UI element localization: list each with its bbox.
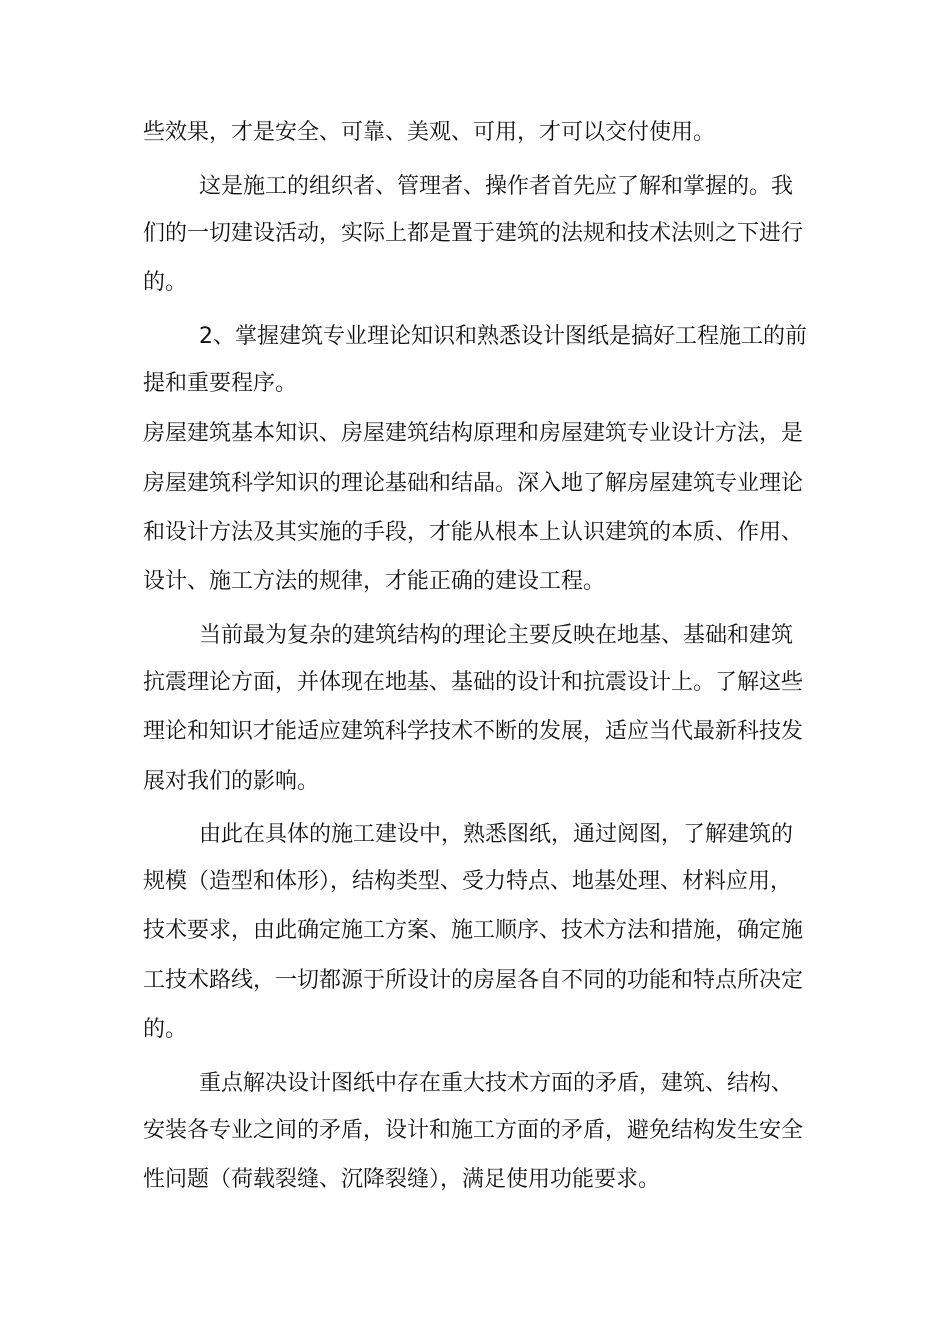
text-line: 技术要求，由此确定施工方案、施工顺序、技术方法和措施，确定施 bbox=[143, 918, 804, 943]
text-line: 提和重要程序。 bbox=[143, 371, 298, 396]
text-line: 2、掌握建筑专业理论知识和熟悉设计图纸是搞好工程施工的前 bbox=[199, 324, 807, 349]
text-line: 安装各专业之间的矛盾，设计和施工方面的矛盾，避免结构发生安全 bbox=[143, 1118, 804, 1143]
text-line: 工技术路线，一切都源于所设计的房屋各自不同的功能和特点所决定 bbox=[143, 968, 804, 993]
text-line: 重点解决设计图纸中存在重大技术方面的矛盾，建筑、结构、 bbox=[199, 1071, 794, 1096]
text-line: 房屋建筑基本知识、房屋建筑结构原理和房屋建筑专业设计方法，是 bbox=[143, 421, 804, 446]
text-line: 们的一切建设活动，实际上都是置于建筑的法规和技术法则之下进行 bbox=[143, 221, 804, 246]
text-line: 和设计方法及其实施的手段，才能从根本上认识建筑的本质、作用、 bbox=[143, 520, 804, 545]
text-line: 房屋建筑科学知识的理论基础和结晶。深入地了解房屋建筑专业理论 bbox=[143, 471, 804, 496]
text-line: 当前最为复杂的建筑结构的理论主要反映在地基、基础和建筑 bbox=[199, 623, 794, 648]
text-line: 设计、施工方法的规律，才能正确的建设工程。 bbox=[143, 569, 606, 594]
text-line: 些效果，才是安全、可靠、美观、可用，才可以交付使用。 bbox=[143, 120, 716, 145]
text-line: 由此在具体的施工建设中，熟悉图纸，通过阅图，了解建筑的 bbox=[199, 822, 794, 847]
text-line: 的。 bbox=[143, 1017, 188, 1042]
text-line: 抗震理论方面，并体现在地基、基础的设计和抗震设计上。了解这些 bbox=[143, 670, 804, 695]
text-line: 的。 bbox=[143, 270, 188, 295]
text-line: 规模（造型和体形），结构类型、受力特点、地基处理、材料应用， bbox=[143, 869, 793, 894]
text-line: 性问题（荷载裂缝、沉降裂缝），满足使用功能要求。 bbox=[143, 1167, 661, 1192]
text-line: 理论和知识才能适应建筑科学技术不断的发展，适应当代最新科技发 bbox=[143, 719, 804, 744]
text-line: 展对我们的影响。 bbox=[143, 769, 320, 794]
text-line: 这是施工的组织者、管理者、操作者首先应了解和掌握的。我 bbox=[199, 174, 794, 199]
